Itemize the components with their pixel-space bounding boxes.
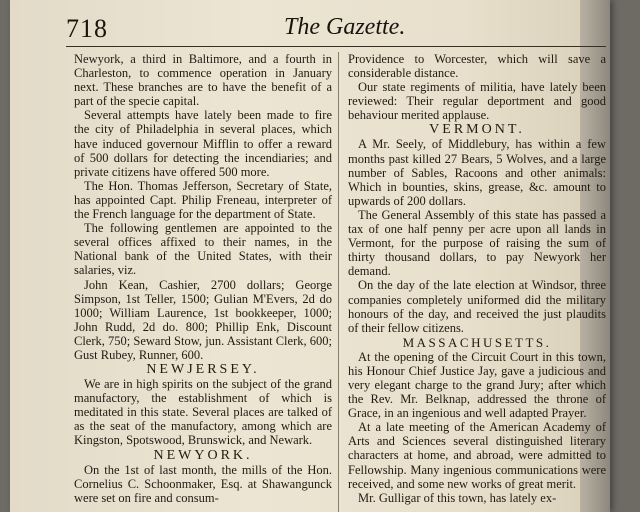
right-column <box>348 52 606 512</box>
left-column <box>74 52 332 512</box>
running-title: The Gazette. <box>284 14 406 40</box>
article-paragraph: On the day of the late election at Windsor, three companies completely uniformed did the military honours of the day, and received the just plaudits of their fellow citizens. <box>348 278 606 335</box>
page-header <box>66 14 606 44</box>
article-paragraph: The General Assembly of this state has passed a tax of one half penny per acre upon all lands in Vermont, for the purpose of raising the sum of thirty thousand dollars, to pay Newyork her demand. <box>348 207 606 279</box>
section-heading: VERMONT. <box>429 122 525 138</box>
newspaper-page <box>10 0 610 512</box>
section-heading: MASSACHUSETTS. <box>402 334 552 350</box>
article-paragraph: The Hon. Thomas Jefferson, Secretary of State, has appointed Capt. Philip Freneau, interpreter of the French language for the department of State. <box>74 178 332 222</box>
article-paragraph: On the 1st of last month, the mills of the Hon. Cornelius C. Schoonmaker, Esq. at Shawangunck were set on fire and consum- <box>74 462 332 505</box>
page-number: 718 <box>66 14 108 43</box>
article-paragraph: A Mr. Seely, of Middlebury, has within a few months past killed 27 Bears, 5 Wolves, and a large number of Sables, Racoons and other animals: Which in bounties, skins, grease, &c. amount to upwards of 200 dollars. <box>348 137 606 208</box>
column-divider <box>338 52 339 512</box>
section-heading: NEWJERSEY. <box>146 362 260 378</box>
article-paragraph: Several attempts have lately been made to fire the city of Philadelphia in several places, which have induced governour Mifflin to offer a reward of 500 dollars for detecting the incendiaries; and private citizens have offered 500 more. <box>74 108 332 179</box>
article-paragraph: The following gentlemen are appointed to the several offices affixed to their names, in the National bank of the United States, with their salaries, viz. <box>74 221 332 278</box>
article-paragraph: Newyork, a third in Baltimore, and a fourth in Charleston, to commence operation in January next. These branches are to have the benefit of a part of the specie capital. <box>74 52 332 109</box>
article-paragraph: John Kean, Cashier, 2700 dollars; George Simpson, 1st Teller, 1500; Gulian M'Evers, 2d do 1000; William Laurence, 1st bookkeeper, 1000; John Rudd, 2d do. 800; Phillip Enk, Discount Clerk, 750; Seward Stow, jun. Assistant Clerk, 600; Gust Rubey, Runner, 600. <box>74 277 332 362</box>
section-heading: NEWYORK. <box>153 447 253 463</box>
article-paragraph: Our state regiments of militia, have lately been reviewed: Their regular deportment and good behaviour merited applause. <box>348 80 606 123</box>
article-paragraph: Mr. Gulligar of this town, has lately ex- <box>358 490 557 505</box>
header-rule <box>66 46 606 47</box>
article-paragraph: Providence to Worcester, which will save a considerable distance. <box>348 52 606 81</box>
article-paragraph: We are in high spirits on the subject of the grand manufactory, the establishment of which is meditated in this state. Several places are talked of as the seat of the manufactory, among which are Kingston, Spotswood, Brunswick, and Newark. <box>74 377 332 448</box>
article-paragraph: At the opening of the Circuit Court in this town, his Honour Chief Justice Jay, gave a judicious and very elegant charge to the grand Jury; after which the Rev. Mr. Belknap, addressed the throne of Grace, in an ingenious and well adapted Prayer. <box>348 349 606 421</box>
article-paragraph: At a late meeting of the American Academy of Arts and Sciences several distinguished literary characters at home, and abroad, were admitted to Fellowship. Many ingenious communications were received, and some new works of great merit. <box>348 420 606 491</box>
